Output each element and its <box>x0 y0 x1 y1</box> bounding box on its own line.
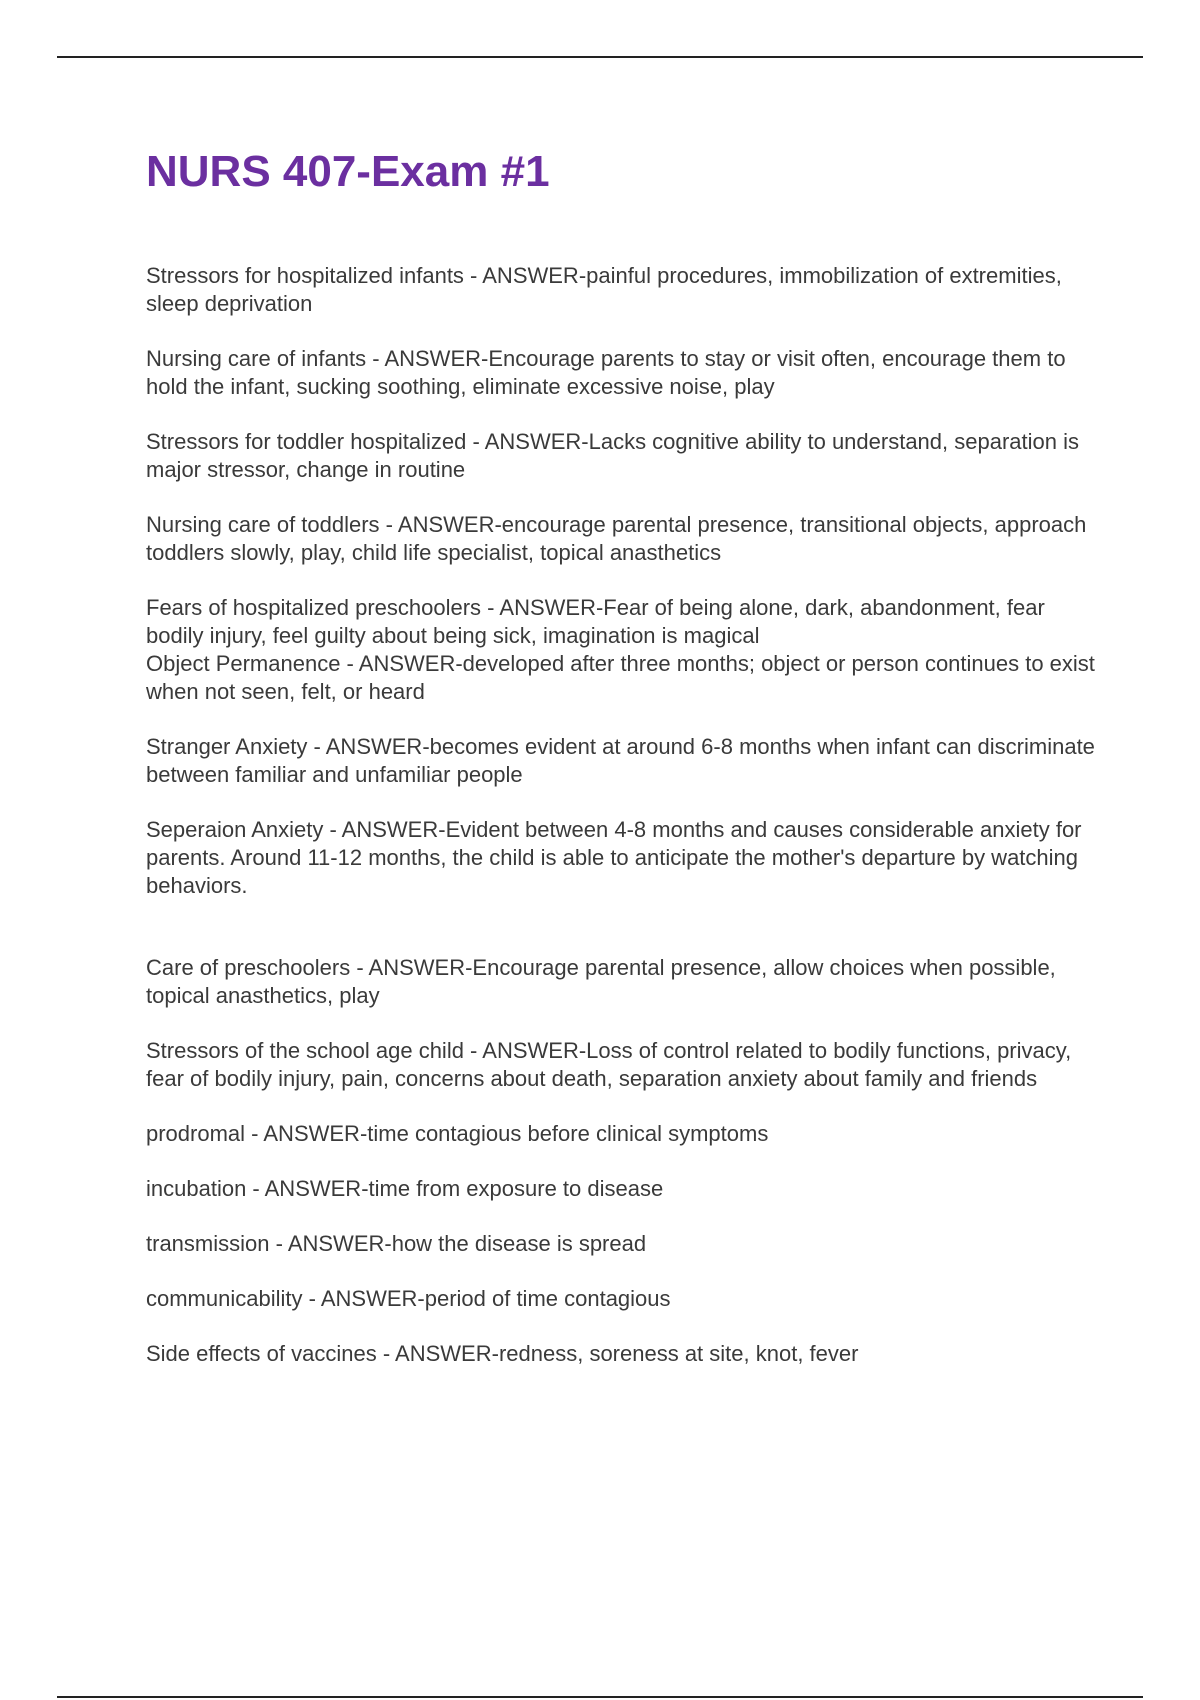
qa-entry: communicability - ANSWER-period of time contagious <box>146 1286 671 1311</box>
qa-entry: Stressors for hospitalized infants - ANSWER-painful procedures, immobilization of extremities, sleep deprivation <box>146 263 1062 316</box>
top-rule <box>57 56 1143 58</box>
bottom-rule <box>57 1696 1143 1698</box>
qa-entry: Fears of hospitalized preschoolers - ANSWER-Fear of being alone, dark, abandonment, fear bodily injury, feel guilty about being sick, imagination is magical <box>146 595 1045 648</box>
qa-entry: Seperaion Anxiety - ANSWER-Evident between 4-8 months and causes considerable anxiety for parents. Around 11-12 months, the child is able to anticipate the mother's departure by watching behaviors. <box>146 817 1082 898</box>
qa-entry: transmission - ANSWER-how the disease is spread <box>146 1231 647 1256</box>
qa-entry: incubation - ANSWER-time from exposure to disease <box>146 1176 664 1201</box>
qa-entry: prodromal - ANSWER-time contagious before clinical symptoms <box>146 1121 769 1146</box>
qa-entry: Side effects of vaccines - ANSWER-redness, soreness at site, knot, fever <box>146 1341 859 1366</box>
document-title: NURS 407-Exam #1 <box>146 147 550 196</box>
qa-list <box>146 262 1106 1368</box>
qa-entry: Nursing care of infants - ANSWER-Encourage parents to stay or visit often, encourage them to hold the infant, sucking soothing, eliminate excessive noise, play <box>146 346 1066 399</box>
document-body <box>146 142 1106 1395</box>
qa-entry: Stranger Anxiety - ANSWER-becomes evident at around 6-8 months when infant can discriminate between familiar and unfamiliar people <box>146 734 1095 787</box>
qa-entry: Stressors for toddler hospitalized - ANSWER-Lacks cognitive ability to understand, separation is major stressor, change in routine <box>146 429 1079 482</box>
qa-entry: Nursing care of toddlers - ANSWER-encourage parental presence, transitional objects, approach toddlers slowly, play, child life specialist, topical anasthetics <box>146 512 1087 565</box>
qa-entry: Object Permanence - ANSWER-developed after three months; object or person continues to exist when not seen, felt, or heard <box>146 651 1095 704</box>
qa-entry: Stressors of the school age child - ANSWER-Loss of control related to bodily functions, privacy, fear of bodily injury, pain, concerns about death, separation anxiety about family and friends <box>146 1038 1072 1091</box>
qa-entry: Care of preschoolers - ANSWER-Encourage parental presence, allow choices when possible, topical anasthetics, play <box>146 955 1056 1008</box>
